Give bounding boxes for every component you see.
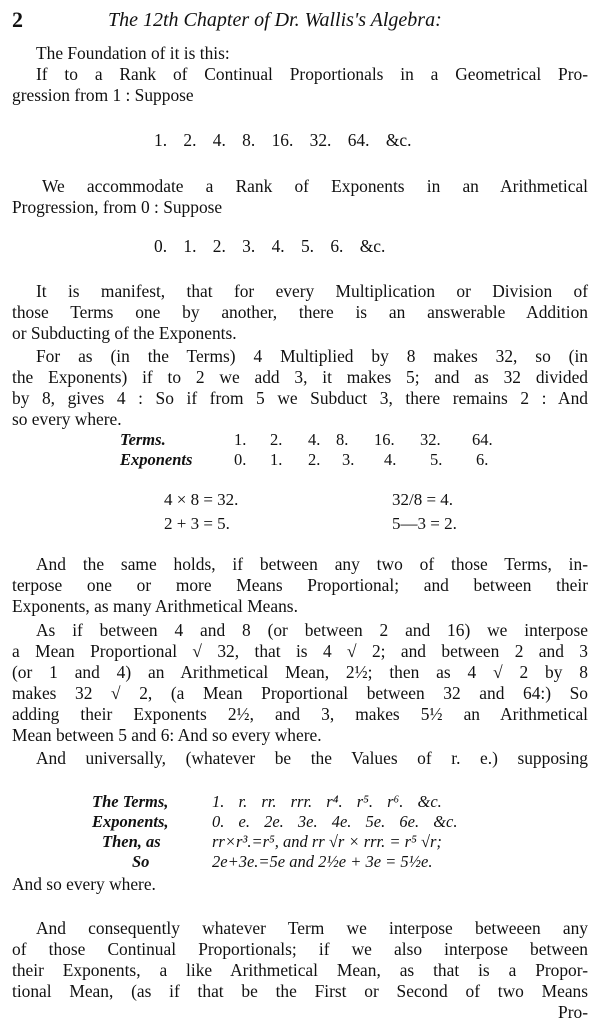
paragraph-as-if-between: [12, 620, 588, 746]
text-line: makes 32 √ 2, (a Mean Proportional between 32 and 64:) So: [12, 683, 588, 703]
term-cell: 8.: [336, 430, 349, 449]
text-line: And universally, (whatever be the Values of r. e.) supposing: [36, 748, 588, 768]
text-line: And consequently whatever Term we interpose betweeen any: [36, 918, 588, 938]
catchword: Pro-: [558, 1002, 588, 1022]
text-line: or Subducting of the Exponents.: [12, 323, 237, 343]
exponent-cell: 1.: [270, 450, 283, 469]
text-line: a Mean Proportional √ 32, that is 4 √ 2; and between 2 and 3: [12, 641, 588, 661]
paragraph-exponents: [12, 176, 588, 218]
exponent-cell: 3.: [342, 450, 355, 469]
general-terms-values: 1. r. rr. rrr. r⁴. r⁵. r⁶. &c.: [212, 792, 442, 811]
text-line: by 8, gives 4 : So if from 5 we Subduct 3, there remains 2 : And: [12, 388, 588, 408]
general-terms-label: The Terms,: [92, 792, 169, 811]
text-line: of those Continual Proportionals; if we also interpose between: [12, 939, 588, 959]
text-line: (or 1 and 4) an Arithmetical Mean, 2½; then as 4 √ 2 by 8: [12, 662, 588, 682]
term-cell: 64.: [472, 430, 493, 449]
geometric-sequence: 1. 2. 4. 8. 16. 32. 64. &c.: [154, 130, 412, 150]
exponent-cell: 6.: [476, 450, 489, 469]
term-cell: 4.: [308, 430, 321, 449]
text-line: the Exponents) if to 2 we add 3, it makes 5; and as 32 divided: [12, 367, 588, 387]
exponent-cell: 4.: [384, 450, 397, 469]
running-header: [12, 8, 588, 32]
text-line: And the same holds, if between any two of those Terms, in-: [36, 554, 588, 574]
equation-quotient: 32/8 = 4.: [392, 490, 454, 509]
general-exponents-values: 0. e. 2e. 3e. 4e. 5e. 6e. &c.: [212, 812, 458, 831]
text-line: tional Mean, (as if that be the First or Second of two Means: [12, 981, 588, 1001]
text-line: gression from 1 : Suppose: [12, 85, 194, 105]
equation-difference: 5—3 = 2.: [392, 514, 457, 533]
text-line: The Foundation of it is this:: [36, 43, 230, 63]
exponent-cell: 2.: [308, 450, 321, 469]
then-label: Then, as: [102, 832, 161, 851]
exponent-cell: 0.: [234, 450, 247, 469]
text-line: We accommodate a Rank of Exponents in an Arithmetical: [42, 176, 588, 196]
exponents-label: Exponents: [120, 450, 193, 469]
so-equation: 2e+3e.=5e and 2½e + 3e = 5½e.: [212, 852, 433, 871]
text-line: so every where.: [12, 409, 122, 429]
equation-product: 4 × 8 = 32.: [164, 490, 239, 509]
text-line: Mean between 5 and 6: And so every where.: [12, 725, 322, 745]
terms-exponents-table: [12, 430, 588, 474]
text-line: terpose one or more Means Proportional; and between their: [12, 575, 588, 595]
paragraph-manifest: [12, 281, 588, 344]
equations-block: [12, 490, 588, 538]
running-title: The 12th Chapter of Dr. Wallis's Algebra:: [108, 9, 442, 31]
term-cell: 16.: [374, 430, 395, 449]
text-line: And so every where.: [12, 874, 156, 894]
then-equation: rr×r³.=r⁵, and rr √r × rrr. = r⁵ √r;: [212, 832, 442, 851]
text-line: If to a Rank of Continual Proportionals in a Geometrical Pro-: [36, 64, 588, 84]
text-line: As if between 4 and 8 (or between 2 and 16) we interpose: [36, 620, 588, 640]
arithmetic-sequence: 0. 1. 2. 3. 4. 5. 6. &c.: [154, 236, 386, 256]
text-line: Exponents, as many Arithmetical Means.: [12, 596, 298, 616]
general-exponents-label: Exponents,: [92, 812, 169, 831]
exponent-cell: 5.: [430, 450, 443, 469]
text-line: their Exponents, a like Arithmetical Mean, as that is a Propor-: [12, 960, 588, 980]
text-line: those Terms one by another, there is an answerable Addition: [12, 302, 588, 322]
text-line: adding their Exponents 2½, and 3, makes 5½ an Arithmetical: [12, 704, 588, 724]
text-line: For as (in the Terms) 4 Multiplied by 8 makes 32, so (in: [36, 346, 588, 366]
equation-sum: 2 + 3 = 5.: [164, 514, 230, 533]
so-label: So: [132, 852, 150, 871]
paragraph-consequently: [12, 918, 588, 1002]
term-cell: 1.: [234, 430, 247, 449]
page-number: 2: [12, 7, 23, 32]
paragraph-for-as: [12, 346, 588, 430]
text-line: Progression, from 0 : Suppose: [12, 197, 223, 217]
terms-label: Terms.: [120, 430, 166, 449]
term-cell: 32.: [420, 430, 441, 449]
general-terms-table: [12, 792, 588, 872]
paragraph-universally: [12, 748, 588, 769]
paragraph-same-holds: [12, 554, 588, 617]
text-line: It is manifest, that for every Multiplication or Division of: [36, 281, 588, 301]
paragraph-foundation: [12, 43, 588, 106]
term-cell: 2.: [270, 430, 283, 449]
